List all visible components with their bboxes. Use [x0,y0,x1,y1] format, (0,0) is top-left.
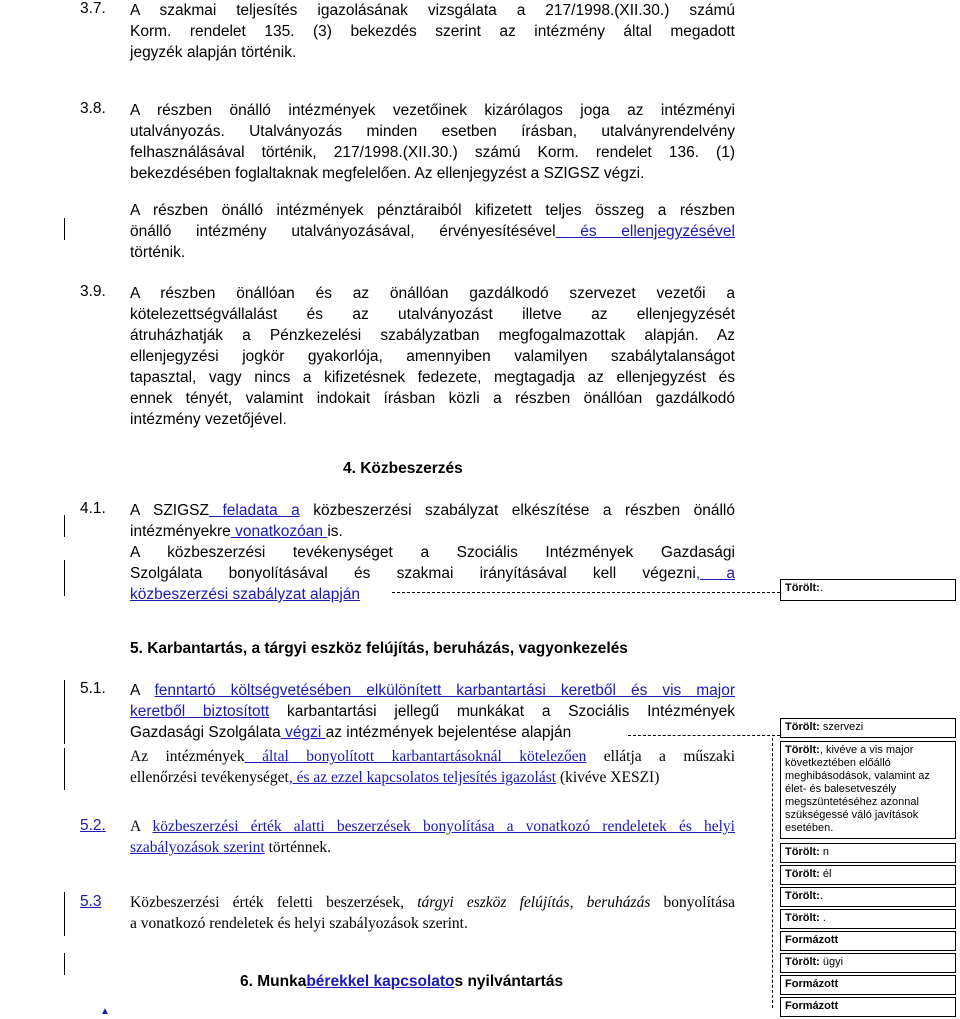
text-line [130,500,735,521]
inserted-text: , a [695,565,735,582]
balloon-text: . [819,912,826,924]
section-number-5-2: 5.2. [80,817,106,834]
text-line [130,746,735,767]
section-5-3-text [130,892,735,934]
plain-text: ellenőrzési tevékenységet [130,769,289,786]
change-bar [64,953,65,975]
text-line: A szakmai teljesítés igazolásának vizsgálata a 217/1998.(XII.30.) számú [130,2,735,19]
section-number-3-8: 3.8. [80,100,106,117]
section-number-5-3: 5.3 [80,893,102,910]
text-line: ellenjegyzési jogkör gyakorlója, amennyiben valamilyen szabálytalanságot [130,348,735,365]
text-line [130,892,735,913]
text-line: bekezdésében foglaltaknak megfelelően. Az ellenjegyzést a SZIGSZ végzi. [130,165,645,182]
balloon-text: ügyi [819,956,844,968]
inserted-text: végzi [280,724,326,741]
heading-6 [240,973,563,991]
text-line: utalványozás. Utalványozás minden esetben írásban, utalványrendelvény [130,123,735,140]
change-bar [64,680,65,744]
text-line: történik. [130,244,186,261]
text-line: Korm. rendelet 135. (3) bekezdés szerint az intézmény által megadott [130,23,735,40]
plain-text: Közbeszerzési érték feletti beszerzések, [130,894,418,911]
text-line: A részben önálló intézmények vezetőinek kizárólagos joga az intézményi [130,102,735,119]
plain-text: karbantartási jellegű munkákat a Szociális Intézmények [269,703,735,720]
revision-balloon[interactable] [780,865,956,885]
balloon-label: Törölt: [785,721,820,733]
balloon-text: szervezi [819,721,864,733]
balloon-leader [628,735,780,736]
inserted-text: , és az ezzel kapcsolatos teljesítés igazolást [288,769,557,786]
balloon-label: Törölt: [785,912,820,924]
revision-balloon[interactable] [780,741,956,839]
text-line [130,767,735,788]
inserted-text: szabályozások szerint [130,839,265,856]
balloon-connector [772,738,774,1008]
plain-text: s nyilvántartás [454,973,564,990]
revision-balloon[interactable] [780,975,956,995]
balloon-leader [392,592,780,593]
section-5-1-serif-text [130,746,735,788]
section-5-2-text [130,816,735,858]
text-line [130,816,735,837]
text-line: a vonatkozó rendeletek és helyi szabályozások szerint. [130,915,468,932]
section-4-1-text [130,500,735,605]
plain-text: közbeszerzési szabályzat elkészítése a részben önálló [299,502,735,519]
inserted-text: által bonyolított karbantartásoknál [244,748,502,765]
plain-text: A [130,818,153,835]
revision-balloon[interactable] [780,953,956,973]
plain-text: A SZIGSZ [130,502,209,519]
revision-balloon[interactable] [780,997,956,1017]
heading-5: 5. Karbantartás, a tárgyi eszköz felújítás, beruházás, vagyonkezelés [130,640,628,657]
revision-balloon[interactable] [780,579,956,601]
plain-text: ellátja a műszaki [586,748,735,765]
section-5-1-text [130,680,735,743]
balloon-text: . [819,890,823,902]
balloon-label: Törölt: [785,846,820,858]
balloon-text: , kivéve a vis major következtében előálló meghibásodások, valamint az élet- és balesetveszély megszüntetéséhez azonnal szükségessé váló javítások esetében. [785,744,930,834]
balloon-label: Törölt: [785,744,820,756]
text-line: A részben önállóan és az önállóan gazdálkodó szervezet vezetői a [130,285,735,302]
section-number-5-1: 5.1. [80,680,106,697]
plain-text: is. [327,523,343,540]
inserted-text: vonatkozóan [230,523,328,540]
plain-text: intézményekre [130,523,231,540]
inserted-text: keretből biztosított [130,703,270,720]
text-line [130,680,735,701]
text-line: jegyzék alapján történik. [130,44,297,61]
plain-text: az intézmények bejelentése alapján [325,724,572,741]
change-bar [64,515,65,537]
plain-text: Az intézmények [130,748,245,765]
balloon-text: . [819,582,823,594]
text-line [130,584,735,605]
inserted-text: bérekkel kapcsolato [306,973,455,990]
text-line: tapasztal, vagy nincs a kifizetésnek fedezete, megtagadja az ellenjegyzést és [130,369,735,386]
text-line [130,221,735,242]
plain-text: bonyolítása [650,894,736,911]
inserted-text: közbeszerzési szabályzat alapján [130,586,361,603]
change-bar [64,748,65,790]
italic-text: tárgyi eszköz felújítás [417,894,570,911]
caret-marker-icon: ▲ [100,1006,110,1017]
section-number-3-9: 3.9. [80,283,106,300]
inserted-text: fenntartó költségvetésében elkülönített karbantartási keretből és vis major [154,682,736,699]
text-line: felhasználásával történik, 217/1998.(XII.30.) számú Korm. rendelet 136. (1) [130,144,735,161]
section-number-3-7: 3.7. [80,0,106,17]
italic-text: beruházás [586,894,651,911]
plain-text: (kivéve XESZI) [556,769,660,786]
balloon-label: Törölt: [785,956,820,968]
change-bar [64,218,65,240]
plain-text: 6. Munka [240,973,307,990]
heading-4: 4. Közbeszerzés [343,460,463,477]
section-3-8-text [130,100,735,184]
text-line [130,701,735,722]
plain-text: Szolgálata bonyolításával és szakmai irányításával kell végezni [130,565,696,582]
plain-text: történnek. [264,839,332,856]
balloon-text: él [819,868,832,880]
inserted-text: kötelezően [501,748,587,765]
revision-balloon[interactable] [780,718,956,738]
balloon-label: Törölt: [785,890,820,902]
change-bar [64,560,65,596]
section-3-8-continued [130,200,735,263]
balloon-label: Formázott [785,978,839,990]
inserted-text: közbeszerzési érték alatti beszerzések bonyolítása a vonatkozó rendeletek és helyi [152,818,735,835]
balloon-label: Törölt: [785,582,820,594]
revision-balloon[interactable] [780,931,956,951]
revision-balloon[interactable] [780,909,956,929]
plain-text: , [569,894,587,911]
balloon-text: n [819,846,830,858]
section-3-7-text [130,0,735,63]
text-line: A közbeszerzési tevékenységet a Szociális Intézmények Gazdasági [130,544,735,561]
change-bar [64,892,65,936]
text-line: kötelezettségvállalást és az utalványozást illetve az ellenjegyzését [130,306,735,323]
inserted-text: és ellenjegyzésével [555,223,735,240]
inserted-text: feladata a [208,502,300,519]
text-line [130,521,735,542]
text-line: intézmény vezetőjével. [130,411,287,428]
section-3-9-text [130,283,735,430]
plain-text: Gazdasági Szolgálata [130,724,281,741]
text-line: átruházhatják a Pénzkezelési szabályzatban megfogalmazottak alapján. Az [130,327,735,344]
revision-balloon[interactable] [780,887,956,907]
balloon-label: Formázott [785,934,839,946]
text-line [130,563,735,584]
balloon-label: Törölt: [785,868,820,880]
section-number-4-1: 4.1. [80,500,106,517]
text-line [130,722,735,743]
balloon-label: Formázott [785,1000,839,1012]
text-line: ennek tényét, valamint indokait írásban közli a részben önállóan gazdálkodó [130,390,735,407]
plain-text: A [130,682,155,699]
revision-balloon[interactable] [780,843,956,863]
text-line: A részben önálló intézmények pénztáraiból kifizetett teljes összeg a részben [130,202,735,219]
text-line [130,837,735,858]
plain-text: önálló intézmény utalványozásával, érvényesítésével [130,223,556,240]
